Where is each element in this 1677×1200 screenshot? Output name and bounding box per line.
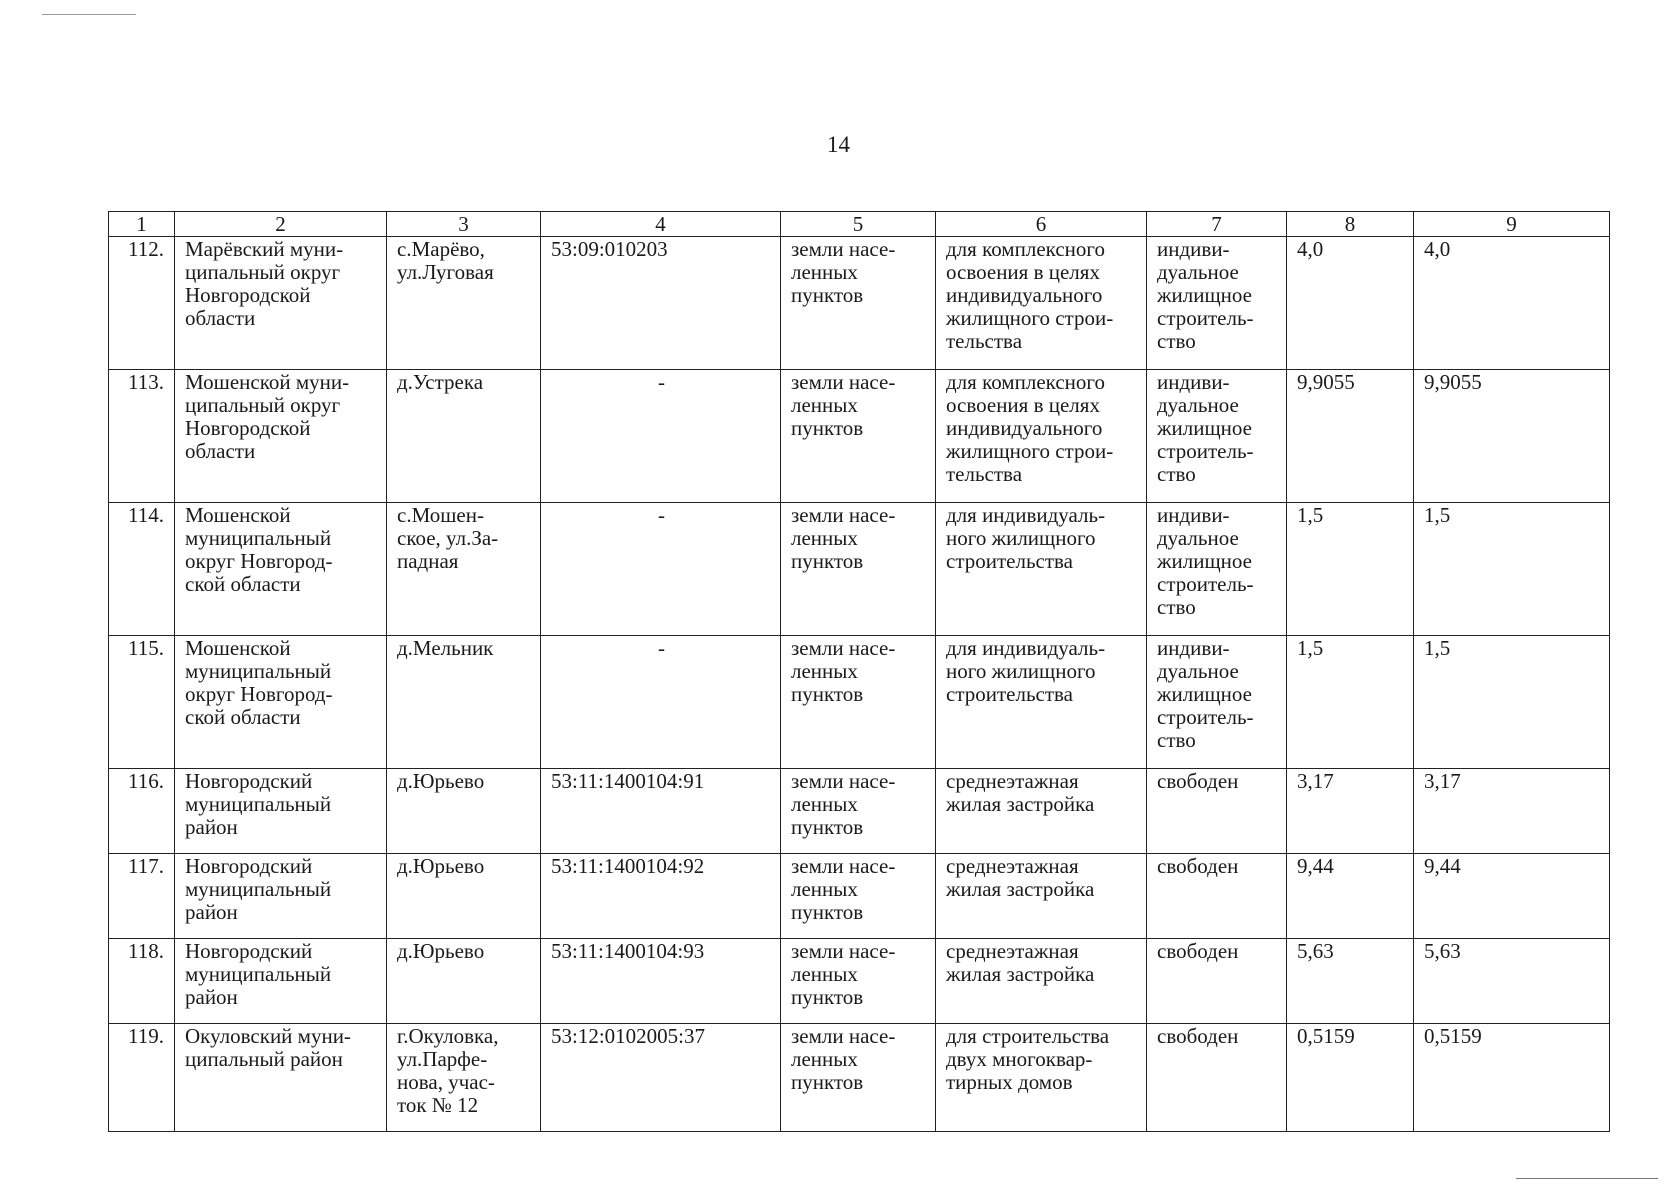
- district-cell: Мошенской муниципальный округ Новгород- ской области: [175, 636, 387, 769]
- location-cell: г.Окуловка, ул.Парфе- нова, учас- ток № 12: [387, 1024, 541, 1132]
- permitted-use-cell: среднеэтажная жилая застройка: [936, 854, 1147, 939]
- land-category-cell: земли насе- ленных пунктов: [781, 636, 936, 769]
- district-cell: Мошенской муни- ципальный округ Новгородской области: [175, 370, 387, 503]
- purpose-cell: индиви- дуальное жилищное строитель- ство: [1147, 503, 1287, 636]
- location-cell: д.Юрьево: [387, 854, 541, 939]
- district-cell: Новгородский муниципальный район: [175, 939, 387, 1024]
- column-number: 5: [781, 212, 936, 237]
- row-number: 117.: [109, 854, 175, 939]
- row-number: 116.: [109, 769, 175, 854]
- location-cell: с.Марёво, ул.Луговая: [387, 237, 541, 370]
- area-cell: 4,0: [1414, 237, 1610, 370]
- table-row: [109, 939, 1610, 1024]
- district-cell: Новгородский муниципальный район: [175, 854, 387, 939]
- location-cell: д.Юрьево: [387, 769, 541, 854]
- area-cell: 9,44: [1414, 854, 1610, 939]
- land-category-cell: земли насе- ленных пунктов: [781, 1024, 936, 1132]
- column-number: 2: [175, 212, 387, 237]
- purpose-cell: свободен: [1147, 769, 1287, 854]
- cadastral-number-cell: 53:09:010203: [541, 237, 781, 370]
- cadastral-number-cell: 53:12:0102005:37: [541, 1024, 781, 1132]
- area-cell: 5,63: [1414, 939, 1610, 1024]
- land-category-cell: земли насе- ленных пунктов: [781, 854, 936, 939]
- table-row: [109, 769, 1610, 854]
- column-number: 7: [1147, 212, 1287, 237]
- district-cell: Новгородский муниципальный район: [175, 769, 387, 854]
- cadastral-number-cell: -: [541, 636, 781, 769]
- row-number: 115.: [109, 636, 175, 769]
- purpose-cell: индиви- дуальное жилищное строитель- ство: [1147, 636, 1287, 769]
- area-cell: 5,63: [1287, 939, 1414, 1024]
- column-number: 9: [1414, 212, 1610, 237]
- purpose-cell: индиви- дуальное жилищное строитель- ство: [1147, 237, 1287, 370]
- table-row: [109, 854, 1610, 939]
- row-number: 112.: [109, 237, 175, 370]
- area-cell: 9,44: [1287, 854, 1414, 939]
- land-plots-table: [108, 211, 1610, 1132]
- location-cell: д.Мельник: [387, 636, 541, 769]
- column-number: 3: [387, 212, 541, 237]
- scan-mark-bottom: [1516, 1178, 1658, 1179]
- purpose-cell: свободен: [1147, 1024, 1287, 1132]
- location-cell: д.Устрека: [387, 370, 541, 503]
- area-cell: 3,17: [1414, 769, 1610, 854]
- column-number: 4: [541, 212, 781, 237]
- row-number: 118.: [109, 939, 175, 1024]
- cadastral-number-cell: -: [541, 503, 781, 636]
- permitted-use-cell: для комплексного освоения в целях индивидуального жилищного строи- тельства: [936, 370, 1147, 503]
- area-cell: 4,0: [1287, 237, 1414, 370]
- location-cell: с.Мошен- ское, ул.За- падная: [387, 503, 541, 636]
- area-cell: 1,5: [1414, 503, 1610, 636]
- area-cell: 1,5: [1414, 636, 1610, 769]
- table-row: [109, 370, 1610, 503]
- district-cell: Мошенской муниципальный округ Новгород- ской области: [175, 503, 387, 636]
- cadastral-number-cell: 53:11:1400104:91: [541, 769, 781, 854]
- purpose-cell: свободен: [1147, 939, 1287, 1024]
- area-cell: 9,9055: [1414, 370, 1610, 503]
- table-row: [109, 237, 1610, 370]
- column-number: 8: [1287, 212, 1414, 237]
- row-number: 113.: [109, 370, 175, 503]
- purpose-cell: индиви- дуальное жилищное строитель- ство: [1147, 370, 1287, 503]
- district-cell: Марёвский муни- ципальный округ Новгородской области: [175, 237, 387, 370]
- column-number: 6: [936, 212, 1147, 237]
- location-cell: д.Юрьево: [387, 939, 541, 1024]
- permitted-use-cell: для индивидуаль- ного жилищного строительства: [936, 636, 1147, 769]
- district-cell: Окуловский муни- ципальный район: [175, 1024, 387, 1132]
- cadastral-number-cell: -: [541, 370, 781, 503]
- area-cell: 0,5159: [1287, 1024, 1414, 1132]
- land-category-cell: земли насе- ленных пунктов: [781, 370, 936, 503]
- cadastral-number-cell: 53:11:1400104:93: [541, 939, 781, 1024]
- permitted-use-cell: среднеэтажная жилая застройка: [936, 769, 1147, 854]
- purpose-cell: свободен: [1147, 854, 1287, 939]
- page-number: 14: [827, 132, 850, 157]
- column-number: 1: [109, 212, 175, 237]
- land-category-cell: земли насе- ленных пунктов: [781, 939, 936, 1024]
- table-row: [109, 1024, 1610, 1132]
- permitted-use-cell: для строительства двух многоквар- тирных домов: [936, 1024, 1147, 1132]
- table-row: [109, 636, 1610, 769]
- area-cell: 1,5: [1287, 636, 1414, 769]
- land-category-cell: земли насе- ленных пунктов: [781, 769, 936, 854]
- land-category-cell: земли насе- ленных пунктов: [781, 237, 936, 370]
- column-number-row: [109, 212, 1610, 237]
- cadastral-number-cell: 53:11:1400104:92: [541, 854, 781, 939]
- permitted-use-cell: для комплексного освоения в целях индивидуального жилищного строи- тельства: [936, 237, 1147, 370]
- area-cell: 1,5: [1287, 503, 1414, 636]
- area-cell: 9,9055: [1287, 370, 1414, 503]
- area-cell: 0,5159: [1414, 1024, 1610, 1132]
- area-cell: 3,17: [1287, 769, 1414, 854]
- row-number: 114.: [109, 503, 175, 636]
- row-number: 119.: [109, 1024, 175, 1132]
- land-category-cell: земли насе- ленных пунктов: [781, 503, 936, 636]
- scan-mark-top: [42, 14, 136, 15]
- permitted-use-cell: среднеэтажная жилая застройка: [936, 939, 1147, 1024]
- table-row: [109, 503, 1610, 636]
- permitted-use-cell: для индивидуаль- ного жилищного строительства: [936, 503, 1147, 636]
